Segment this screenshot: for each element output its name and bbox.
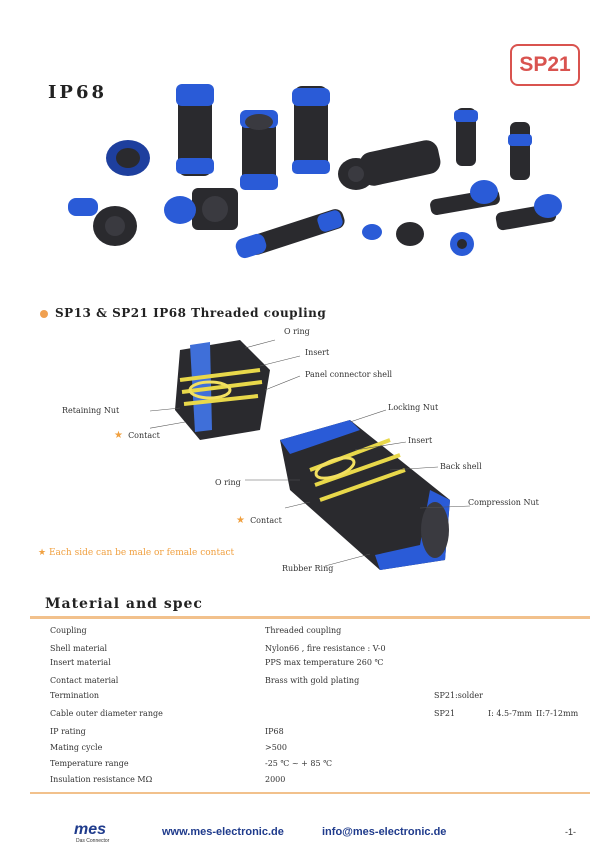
contact-note (38, 548, 234, 558)
panel-connector-cutaway (175, 340, 270, 440)
spec-row (50, 691, 590, 707)
spec-name: Termination (50, 691, 100, 700)
spec-row (50, 626, 590, 642)
label-rubber-ring: Rubber Ring (282, 564, 334, 573)
label-compression-nut: Compression Nut (468, 498, 539, 507)
spec-extra: II:7-12mm (536, 709, 579, 718)
section-bullet (40, 310, 48, 318)
spec-name: Cable outer diameter range (50, 709, 163, 718)
spec-name: Contact material (50, 676, 119, 685)
label-locking-nut: Locking Nut (388, 403, 439, 412)
spec-name: Insulation resistance MΩ (50, 775, 153, 784)
spec-extra: SP21 (434, 709, 456, 718)
cutaway-diagram (150, 330, 480, 580)
label-panel-connector-shell: Panel connector shell (305, 370, 393, 379)
label-insert-top: Insert (305, 348, 330, 357)
spec-value: Threaded coupling (265, 626, 342, 635)
label-back-shell: Back shell (440, 462, 482, 471)
spec-extra: SP21:solder (434, 691, 483, 700)
note-text: Each side can be male or female contact (48, 548, 235, 558)
spec-value: 2000 (265, 775, 286, 784)
model-badge: SP21 (510, 44, 580, 86)
star-icon: ★ (114, 430, 123, 441)
label-o-ring-bottom: O ring (215, 478, 241, 487)
email-link[interactable]: info@mes-electronic.de (322, 826, 447, 838)
label-insert-bottom: Insert (408, 436, 433, 445)
spec-value: >500 (265, 743, 287, 752)
spec-name: Coupling (50, 626, 87, 635)
spec-name: Mating cycle (50, 743, 103, 752)
spec-value: IP68 (265, 727, 284, 736)
spec-row (50, 658, 590, 674)
spec-value: Nylon66 , fire resistance : V-0 (265, 644, 386, 653)
label-retaining-nut: Retaining Nut (62, 406, 120, 415)
contact-star-top (114, 423, 160, 442)
section-heading-material: Material and spec (45, 596, 203, 612)
spec-row (50, 743, 590, 759)
star-icon: ★ (236, 515, 245, 526)
logo-sub: Das Connector (76, 838, 110, 844)
star-icon: ★ (38, 548, 47, 558)
spec-value: Brass with gold plating (265, 676, 360, 685)
section-heading-coupling: SP13 & SP21 IP68 Threaded coupling (55, 306, 327, 320)
spec-name: Insert material (50, 658, 111, 667)
contact-star-bottom (236, 508, 282, 527)
divider (30, 616, 590, 619)
spec-name: IP rating (50, 727, 86, 736)
label-contact-bottom: Contact (250, 516, 282, 525)
spec-row (50, 727, 590, 743)
website-link[interactable]: www.mes-electronic.de (162, 826, 284, 838)
spec-value: -25 ℃ ~ + 85 ℃ (265, 759, 333, 768)
page-number: -1- (565, 827, 576, 837)
product-photo (60, 70, 580, 290)
spec-row (50, 676, 590, 692)
page-title: IP68 (48, 82, 108, 103)
spec-name: Temperature range (50, 759, 129, 768)
spec-value: PPS max temperature 260 ℃ (265, 658, 384, 667)
spec-extra: I: 4.5-7mm (488, 709, 533, 718)
connector-group-illustration (68, 84, 562, 260)
logo-text: mes (74, 821, 107, 838)
label-contact-top: Contact (128, 431, 160, 440)
divider (30, 792, 590, 794)
spec-row (50, 709, 590, 725)
spec-row (50, 759, 590, 775)
company-logo (72, 818, 112, 844)
label-o-ring-top: O ring (284, 327, 310, 336)
spec-row (50, 775, 590, 791)
spec-name: Shell material (50, 644, 108, 653)
